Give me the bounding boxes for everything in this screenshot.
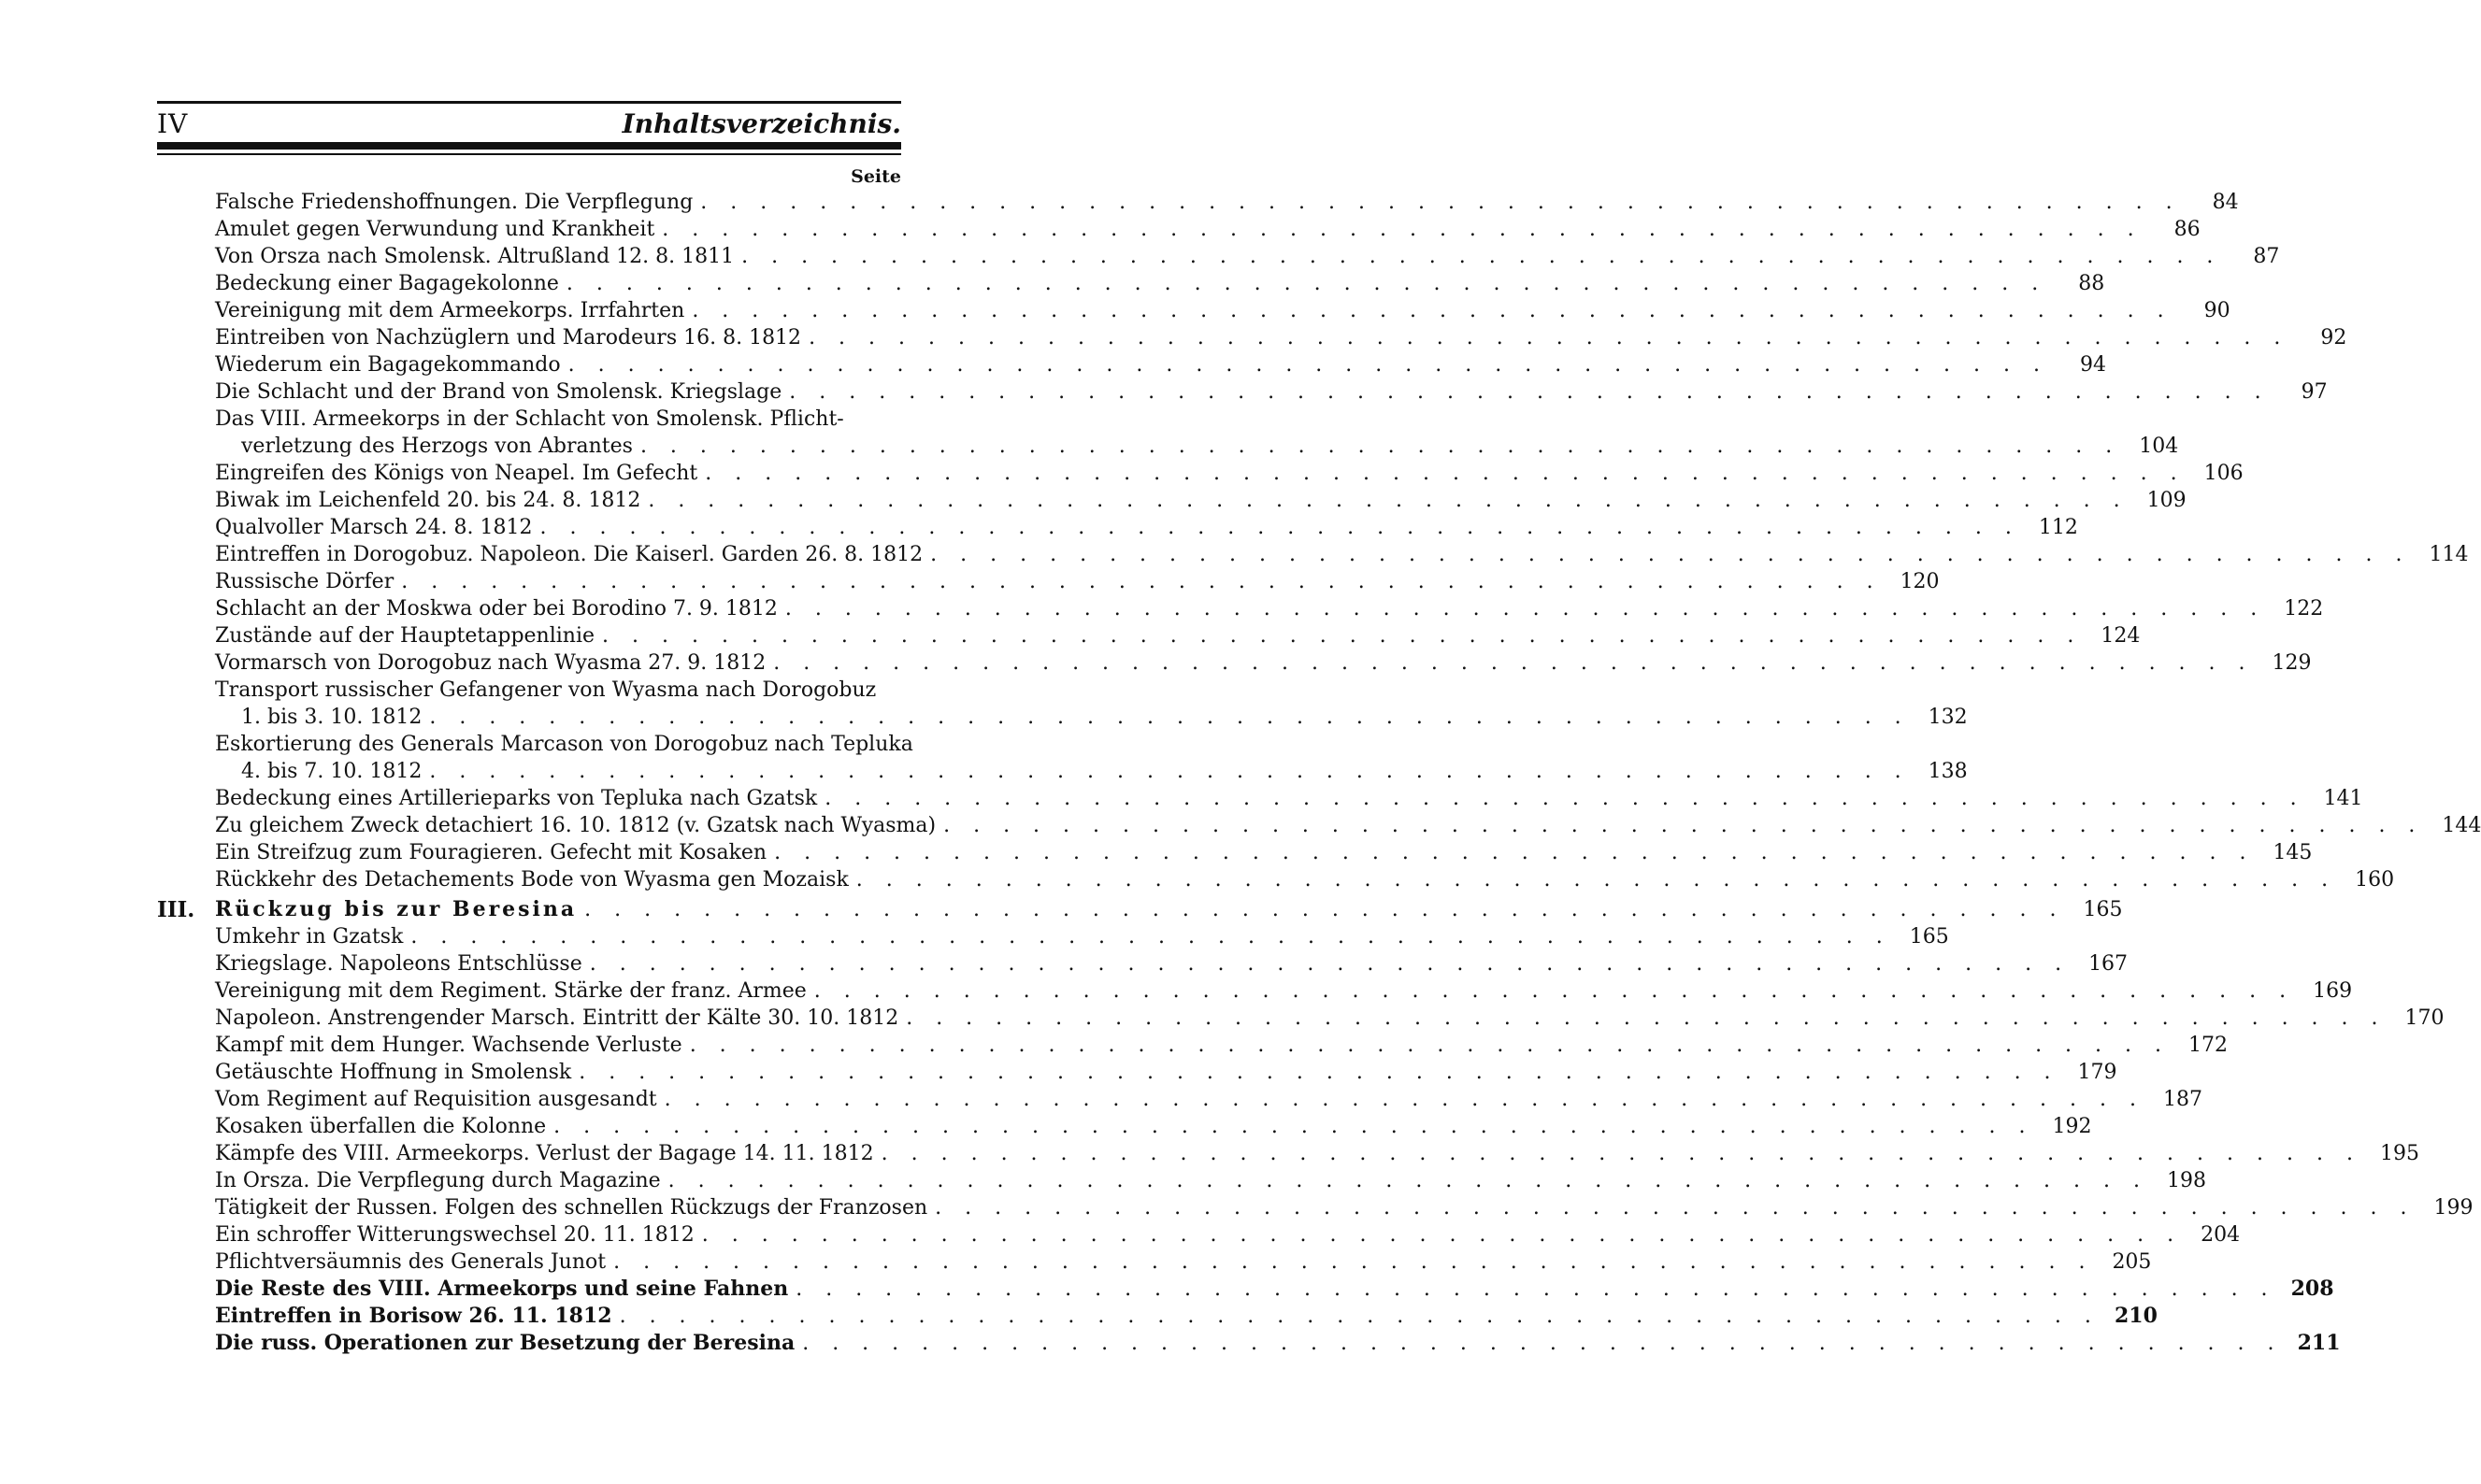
running-title: Inhaltsverzeichnis. — [622, 108, 901, 139]
toc-entry-page: 179 — [2077, 1061, 2117, 1084]
toc-entry-line — [241, 433, 2179, 460]
toc-entry — [157, 1005, 2445, 1032]
toc-entry-line — [241, 704, 1968, 731]
dot-leader — [936, 812, 2423, 839]
toc-entry-title: Die russ. Operationen zur Besetzung der Beresina — [215, 1331, 796, 1355]
toc-entry-line — [215, 1330, 2341, 1357]
toc-entry — [157, 785, 2363, 812]
toc-entry-title: Wiederum ein Bagagekommando — [215, 353, 561, 377]
toc-entry-line — [215, 406, 901, 433]
toc-entry — [157, 950, 2129, 977]
toc-entry-title: Qualvoller Marsch 24. 8. 1812 — [215, 516, 533, 539]
toc-entry — [157, 704, 1968, 731]
toc-entry-line — [215, 1113, 2092, 1140]
dot-leader — [606, 1249, 2093, 1276]
toc-entry-title: Kosaken überfallen die Kolonne — [215, 1115, 547, 1138]
toc-entry — [157, 896, 2123, 923]
toc-entry-line — [215, 378, 2328, 406]
dot-leader — [807, 977, 2294, 1005]
toc-entry-title: Eskortierung des Generals Marcason von Dorogobuz nach Tepluka — [215, 733, 913, 756]
toc-entry-page: 104 — [2139, 435, 2179, 458]
toc-entry-title: Eingreifen des Königs von Neapel. Im Gefecht — [215, 462, 698, 485]
toc-entry-line — [215, 1303, 2158, 1330]
toc-entry-title: Die Reste des VIII. Armeekorps und seine Fahnen — [215, 1277, 789, 1301]
dot-leader — [693, 189, 2180, 216]
toc-entry-line — [215, 487, 2187, 514]
toc-entry — [157, 1140, 2419, 1167]
toc-entry-page: 94 — [2079, 353, 2106, 377]
toc-entry — [157, 731, 913, 758]
toc-entry-line — [215, 649, 2312, 677]
toc-entry-title: Amulet gegen Verwundung und Krankheit — [215, 218, 655, 241]
dot-leader — [422, 758, 1909, 785]
dot-leader — [533, 514, 2020, 541]
toc-entry-page: 195 — [2379, 1142, 2419, 1165]
toc-entry-page: 90 — [2203, 299, 2230, 322]
toc-entry-line — [215, 923, 1949, 950]
toc-entry-page: 120 — [1900, 570, 1940, 593]
toc-entry-title: Rückkehr des Detachements Bode von Wyasma gen Mozaisk — [215, 868, 849, 892]
page-number: IV — [157, 108, 189, 139]
toc-entry-line — [215, 1086, 2202, 1113]
toc-entry-page: 199 — [2433, 1196, 2474, 1220]
toc-entry-line — [215, 189, 2239, 216]
toc-entry — [157, 433, 2179, 460]
toc-entry-line — [215, 460, 2244, 487]
toc-entry-page: 192 — [2052, 1115, 2092, 1138]
toc-entry-page: 86 — [2173, 218, 2201, 241]
dot-leader — [571, 1059, 2058, 1086]
toc-entry-line — [215, 324, 2347, 351]
toc-entry-page: 170 — [2404, 1006, 2445, 1030]
toc-entry-title: In Orsza. Die Verpflegung durch Magazine — [215, 1169, 661, 1192]
header-rule-thick — [157, 142, 901, 150]
toc-entry-line — [215, 1005, 2445, 1032]
toc-entry-page: 138 — [1928, 760, 1968, 783]
toc-entry-line — [215, 622, 2141, 649]
dot-leader — [795, 1330, 2282, 1357]
toc-entry-title: Eintreiben von Nachzüglern und Marodeurs 16. 8. 1812 — [215, 326, 802, 350]
toc-entry-page: 84 — [2212, 191, 2239, 214]
toc-entry-page: 204 — [2201, 1223, 2241, 1247]
toc-entry-title: Kämpfe des VIII. Armeekorps. Verlust der Bagage 14. 11. 1812 — [215, 1142, 874, 1165]
section-number: III. — [157, 897, 195, 922]
toc-entry-line — [215, 1276, 2334, 1303]
toc-entry-page: 165 — [1909, 925, 1949, 949]
toc-entry — [157, 487, 2187, 514]
toc-entry-title: Das VIII. Armeekorps in der Schlacht von Smolensk. Pflicht- — [215, 407, 844, 431]
toc-entry-line — [215, 977, 2353, 1005]
toc-entry-title: Umkehr in Gzatsk — [215, 925, 404, 949]
toc-entry-title: Ein Streifzug zum Fouragieren. Gefecht mit Kosaken — [215, 841, 767, 864]
dot-leader — [394, 568, 1881, 595]
toc-entry-line — [215, 297, 2230, 324]
toc-entry-title: Schlacht an der Moskwa oder bei Borodino 7. 9. 1812 — [215, 597, 778, 621]
toc-entry-line — [215, 1059, 2117, 1086]
toc-entry-line — [215, 243, 2280, 270]
toc-entry-page: 198 — [2167, 1169, 2206, 1192]
toc-entry-page: 88 — [2078, 272, 2105, 295]
dot-leader — [682, 1032, 2170, 1059]
dot-leader — [697, 460, 2185, 487]
toc-entry-line — [215, 1167, 2206, 1194]
toc-entry — [157, 189, 2239, 216]
toc-entry-line — [215, 785, 2363, 812]
toc-entry — [157, 1249, 2152, 1276]
toc-entry-title: Falsche Friedenshoffnungen. Die Verpflegung — [215, 191, 694, 214]
toc-entry — [157, 270, 2105, 297]
table-of-contents — [157, 189, 2481, 1357]
toc-entry-page: 145 — [2273, 841, 2313, 864]
toc-entry-title: Napoleon. Anstrengender Marsch. Eintritt der Kälte 30. 10. 1812 — [215, 1006, 899, 1030]
toc-entry-title: Vom Regiment auf Requisition ausgesandt — [215, 1088, 657, 1111]
dot-leader — [767, 839, 2254, 866]
toc-entry-line — [215, 541, 2469, 568]
toc-entry-line — [215, 866, 2395, 893]
dot-leader — [403, 923, 1890, 950]
toc-entry-title: Vormarsch von Dorogobuz nach Wyasma 27. 9. 1812 — [215, 651, 767, 675]
toc-entry-page: 92 — [2320, 326, 2347, 350]
dot-leader — [559, 270, 2046, 297]
toc-entry-line — [215, 1032, 2229, 1059]
toc-entry-page: 124 — [2101, 624, 2141, 648]
toc-entry-page: 208 — [2290, 1277, 2334, 1301]
toc-entry — [157, 1167, 2206, 1194]
toc-entry — [157, 324, 2347, 351]
toc-entry-title: Russische Dörfer — [215, 570, 394, 593]
toc-entry — [157, 839, 2313, 866]
dot-leader — [612, 1303, 2100, 1330]
toc-entry — [157, 541, 2469, 568]
toc-entry-title: Kriegslage. Napoleons Entschlüsse — [215, 952, 582, 976]
toc-entry-page: 205 — [2112, 1250, 2152, 1274]
toc-entry-page: 114 — [2429, 543, 2469, 566]
toc-entry-title: Getäuschte Hoffnung in Smolensk — [215, 1061, 572, 1084]
dot-leader — [923, 541, 2410, 568]
toc-entry-title: Kampf mit dem Hunger. Wachsende Verluste — [215, 1034, 682, 1057]
dot-leader — [874, 1140, 2361, 1167]
toc-entry-title: Eintreffen in Dorogobuz. Napoleon. Die Kaiserl. Garden 26. 8. 1812 — [215, 543, 924, 566]
dot-leader — [577, 896, 2064, 923]
toc-entry-title: Zu gleichem Zweck detachiert 16. 10. 1812 (v. Gzatsk nach Wyasma) — [215, 814, 937, 837]
toc-entry — [157, 1113, 2092, 1140]
toc-entry-title: 4. bis 7. 10. 1812 — [241, 760, 423, 783]
toc-entry-title: 1. bis 3. 10. 1812 — [241, 706, 423, 729]
toc-entry — [157, 595, 2324, 622]
toc-entry — [157, 649, 2312, 677]
toc-entry-line — [215, 896, 2123, 923]
toc-entry-title: Pflichtversäumnis des Generals Junot — [215, 1250, 607, 1274]
toc-entry-line — [215, 1221, 2241, 1249]
toc-entry-title: Bedeckung einer Bagagekolonne — [215, 272, 559, 295]
toc-entry-page: 187 — [2162, 1088, 2202, 1111]
toc-entry — [157, 622, 2141, 649]
toc-entry-page: 129 — [2272, 651, 2312, 675]
toc-entry-page: 172 — [2188, 1034, 2229, 1057]
toc-entry-line — [241, 758, 1968, 785]
dot-leader — [734, 243, 2221, 270]
dot-leader — [422, 704, 1909, 731]
dot-leader — [778, 595, 2265, 622]
dot-leader — [788, 1276, 2275, 1303]
toc-entry — [157, 1221, 2241, 1249]
toc-entry — [157, 1032, 2229, 1059]
toc-entry — [157, 568, 1940, 595]
toc-entry-page: 141 — [2323, 787, 2363, 810]
toc-entry — [157, 923, 1949, 950]
toc-entry — [157, 977, 2353, 1005]
toc-entry-title: Eintreffen in Borisow 26. 11. 1812 — [215, 1304, 612, 1328]
dot-leader — [633, 433, 2120, 460]
dot-leader — [782, 378, 2269, 406]
toc-entry — [157, 1059, 2117, 1086]
toc-entry-page: 87 — [2253, 245, 2280, 268]
toc-entry-page: 167 — [2088, 952, 2129, 976]
toc-entry-title: Vereinigung mit dem Armeekorps. Irrfahrten — [215, 299, 685, 322]
toc-entry-line — [215, 514, 2078, 541]
dot-leader — [684, 297, 2172, 324]
dot-leader — [849, 866, 2336, 893]
toc-entry-title: Von Orsza nach Smolensk. Altrußland 12. 8. 1811 — [215, 245, 735, 268]
toc-entry — [157, 378, 2328, 406]
toc-entry — [157, 243, 2280, 270]
toc-entry-title: Tätigkeit der Russen. Folgen des schnellen Rückzugs der Franzosen — [215, 1196, 928, 1220]
dot-leader — [898, 1005, 2386, 1032]
toc-entry-title: Rückzug bis zur Beresina — [215, 897, 578, 921]
header-rule-top — [157, 101, 901, 104]
dot-leader — [695, 1221, 2182, 1249]
toc-entry — [157, 297, 2230, 324]
toc-entry-page: 97 — [2301, 380, 2328, 404]
toc-entry — [157, 1194, 2474, 1221]
toc-entry-page: 132 — [1928, 706, 1968, 729]
toc-entry-page: 112 — [2038, 516, 2078, 539]
toc-entry-line — [215, 595, 2324, 622]
toc-entry-title: Ein schroffer Witterungswechsel 20. 11. 1812 — [215, 1223, 695, 1247]
toc-entry — [157, 1276, 2334, 1303]
dot-leader — [640, 487, 2128, 514]
toc-entry — [157, 216, 2201, 243]
dot-leader — [766, 649, 2253, 677]
toc-entry — [157, 812, 2481, 839]
dot-leader — [654, 216, 2142, 243]
toc-entry — [157, 1086, 2202, 1113]
toc-entry-line — [215, 731, 913, 758]
toc-entry-line — [215, 839, 2313, 866]
toc-entry — [157, 514, 2078, 541]
page-column-label: Seite — [851, 166, 901, 187]
toc-entry — [157, 677, 901, 704]
toc-entry-page: 211 — [2297, 1331, 2341, 1355]
dot-leader — [657, 1086, 2144, 1113]
toc-entry-line — [215, 568, 1940, 595]
toc-entry-page: 169 — [2313, 979, 2353, 1003]
dot-leader — [927, 1194, 2415, 1221]
running-head — [157, 107, 901, 144]
toc-entry-line — [215, 351, 2106, 378]
toc-entry-line — [215, 1194, 2474, 1221]
toc-entry-line — [215, 950, 2129, 977]
toc-entry — [157, 1303, 2158, 1330]
toc-entry — [157, 866, 2395, 893]
toc-entry-page: 160 — [2355, 868, 2395, 892]
dot-leader — [595, 622, 2082, 649]
toc-entry — [157, 406, 901, 433]
dot-leader — [546, 1113, 2033, 1140]
toc-entry-page: 106 — [2203, 462, 2244, 485]
toc-entry-page: 122 — [2284, 597, 2324, 621]
toc-entry — [157, 460, 2244, 487]
dot-leader — [561, 351, 2048, 378]
toc-entry-line — [215, 216, 2201, 243]
toc-entry — [157, 351, 2106, 378]
dot-leader — [801, 324, 2288, 351]
toc-entry-title: Biwak im Leichenfeld 20. bis 24. 8. 1812 — [215, 489, 641, 512]
toc-entry-title: Die Schlacht und der Brand von Smolensk. Kriegslage — [215, 380, 782, 404]
toc-entry-title: Zustände auf der Hauptetappenlinie — [215, 624, 595, 648]
dot-leader — [817, 785, 2304, 812]
toc-entry-line — [215, 677, 901, 704]
toc-entry — [157, 1330, 2341, 1357]
toc-entry-page: 165 — [2083, 898, 2123, 921]
header-rule-thin — [157, 153, 901, 155]
toc-entry-page: 144 — [2442, 814, 2481, 837]
toc-entry-line — [215, 270, 2105, 297]
toc-entry-title: Vereinigung mit dem Regiment. Stärke der franz. Armee — [215, 979, 807, 1003]
toc-entry-line — [215, 1140, 2419, 1167]
toc-entry-title: verletzung des Herzogs von Abrantes — [241, 435, 633, 458]
toc-entry-page: 210 — [2114, 1304, 2158, 1328]
toc-entry-title: Bedeckung eines Artillerieparks von Tepluka nach Gzatsk — [215, 787, 818, 810]
toc-entry — [157, 758, 1968, 785]
dot-leader — [582, 950, 2070, 977]
toc-entry-page: 109 — [2146, 489, 2187, 512]
toc-entry-line — [215, 1249, 2152, 1276]
dot-leader — [661, 1167, 2148, 1194]
toc-entry-line — [215, 812, 2481, 839]
toc-entry-title: Transport russischer Gefangener von Wyasma nach Dorogobuz — [215, 678, 877, 702]
